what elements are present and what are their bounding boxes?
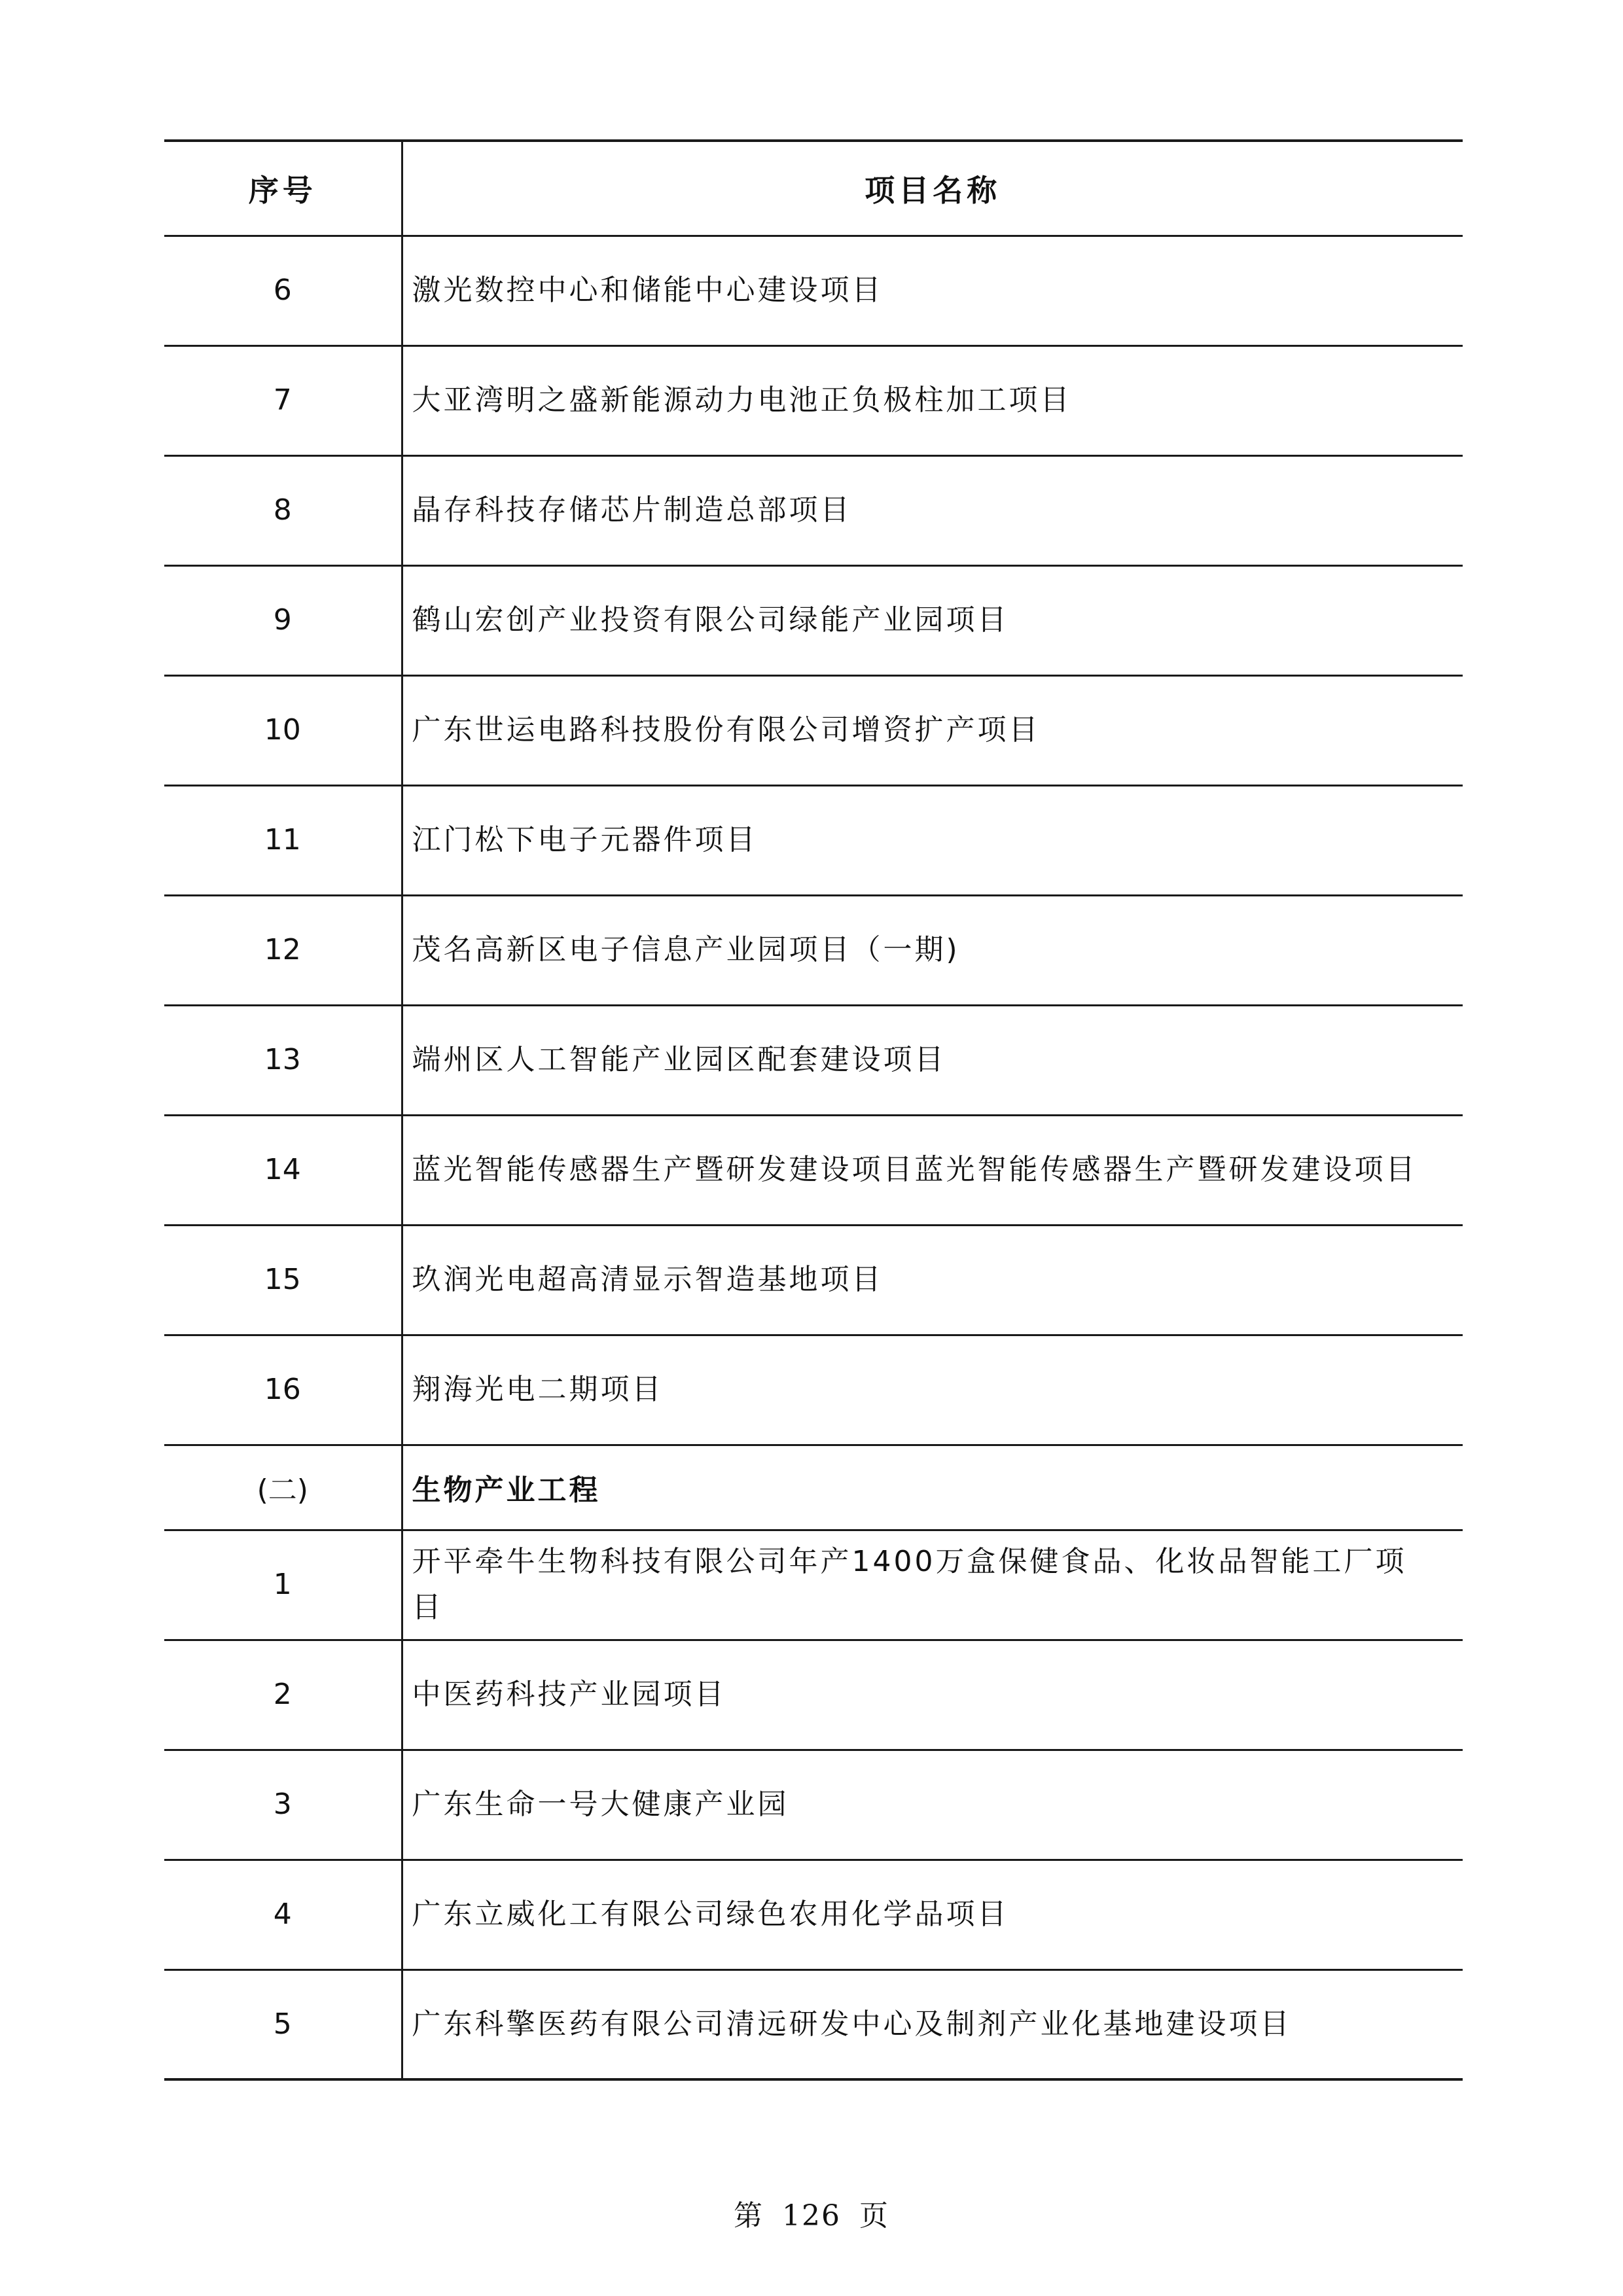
- row-project-name: 鹤山宏创产业投资有限公司绿能产业园项目: [402, 565, 1463, 675]
- row-number: 9: [164, 565, 402, 675]
- row-project-name: 广东立威化工有限公司绿色农用化学品项目: [402, 1860, 1463, 1969]
- row-project-name: 茂名高新区电子信息产业园项目（一期): [402, 895, 1463, 1005]
- section-title: 生物产业工程: [402, 1445, 1463, 1530]
- row-number: 16: [164, 1335, 402, 1445]
- page-number: 126: [782, 2199, 841, 2233]
- row-number: 3: [164, 1750, 402, 1860]
- row-number: 10: [164, 675, 402, 785]
- table-row: [164, 1530, 1463, 1640]
- table-row: [164, 675, 1463, 785]
- row-number: 6: [164, 236, 402, 345]
- table-row: [164, 1860, 1463, 1969]
- row-project-name: 玖润光电超高清显示智造基地项目: [402, 1225, 1463, 1335]
- row-project-name: 激光数控中心和储能中心建设项目: [402, 236, 1463, 345]
- table-row: [164, 236, 1463, 345]
- row-project-name: 广东科擎医药有限公司清远研发中心及制剂产业化基地建设项目: [402, 1969, 1463, 2079]
- row-number: 1: [164, 1530, 402, 1640]
- page-suffix: 页: [859, 2199, 889, 2233]
- project-table: [164, 139, 1463, 2081]
- table-row: [164, 1225, 1463, 1335]
- row-number: 4: [164, 1860, 402, 1969]
- row-project-name: 大亚湾明之盛新能源动力电池正负极柱加工项目: [402, 345, 1463, 455]
- section-heading-row: [164, 1445, 1463, 1530]
- table-row: [164, 1969, 1463, 2079]
- row-project-name: 中医药科技产业园项目: [402, 1640, 1463, 1750]
- section-number: (二): [164, 1445, 402, 1530]
- row-project-name: 翔海光电二期项目: [402, 1335, 1463, 1445]
- table-row: [164, 785, 1463, 895]
- table-header: [164, 141, 1463, 236]
- row-project-name: 端州区人工智能产业园区配套建设项目: [402, 1005, 1463, 1115]
- row-project-name: 广东世运电路科技股份有限公司增资扩产项目: [402, 675, 1463, 785]
- header-serial-number: 序号: [164, 141, 402, 236]
- table-row: [164, 1115, 1463, 1225]
- row-number: 7: [164, 345, 402, 455]
- table-row: [164, 1750, 1463, 1860]
- table-row: [164, 1005, 1463, 1115]
- row-project-name: 晶存科技存储芯片制造总部项目: [402, 455, 1463, 565]
- header-project-name: 项目名称: [402, 141, 1463, 236]
- table-row: [164, 1640, 1463, 1750]
- row-project-name: 蓝光智能传感器生产暨研发建设项目蓝光智能传感器生产暨研发建设项目: [402, 1115, 1463, 1225]
- page-number-footer: [0, 2192, 1623, 2234]
- table-row: [164, 455, 1463, 565]
- row-number: 2: [164, 1640, 402, 1750]
- row-project-name: 开平牵牛生物科技有限公司年产1400万盒保健食品、化妆品智能工厂项目: [402, 1530, 1463, 1640]
- row-project-name: 江门松下电子元器件项目: [402, 785, 1463, 895]
- row-number: 15: [164, 1225, 402, 1335]
- row-number: 12: [164, 895, 402, 1005]
- row-project-name: 广东生命一号大健康产业园: [402, 1750, 1463, 1860]
- page-prefix: 第: [734, 2199, 764, 2233]
- row-number: 8: [164, 455, 402, 565]
- row-number: 14: [164, 1115, 402, 1225]
- table-row: [164, 1335, 1463, 1445]
- row-number: 5: [164, 1969, 402, 2079]
- row-number: 11: [164, 785, 402, 895]
- row-number: 13: [164, 1005, 402, 1115]
- table-row: [164, 565, 1463, 675]
- table-row: [164, 895, 1463, 1005]
- table-row: [164, 345, 1463, 455]
